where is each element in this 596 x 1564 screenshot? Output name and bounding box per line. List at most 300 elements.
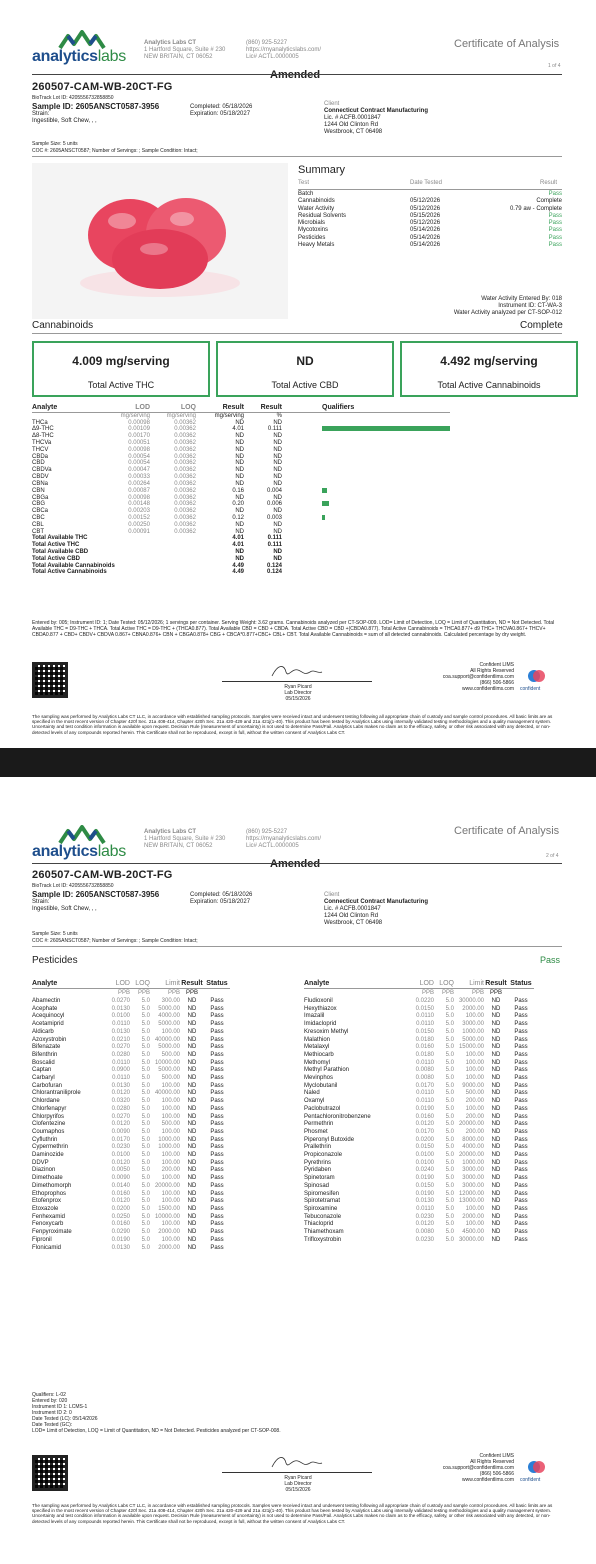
pesticide-row: [32, 1144, 230, 1152]
pest-result: ND: [187, 1013, 197, 1020]
cann-qualifier: [282, 420, 450, 427]
pest-result: ND: [187, 1152, 197, 1159]
cann-result-pct: ND: [273, 460, 282, 467]
pest-limit: 100.00: [161, 1221, 180, 1228]
lims-phone: (866) 506-5866: [479, 680, 514, 686]
pest-status: Pass: [514, 1075, 528, 1082]
cann-total-result: 4.01: [232, 535, 244, 542]
cann-analyte: Δ9-THC: [32, 426, 54, 433]
cann-loq: 0.00362: [174, 528, 196, 535]
client-address-1: 1244 Old Clinton Rd: [324, 122, 379, 128]
completed-date: Completed: 05/18/2026: [190, 892, 253, 898]
pest-lod: 0.0110: [416, 1090, 434, 1097]
pest-analyte: Dimethomorph: [32, 1182, 72, 1189]
pest-result: ND: [491, 1221, 501, 1228]
pest-header-result: Result: [485, 980, 507, 987]
pest-loq: 5.0: [141, 1021, 150, 1028]
pest-loq: 5.0: [141, 998, 150, 1004]
pest-limit: 2000.00: [158, 1244, 180, 1251]
pest-analyte: Spirotetramat: [304, 1198, 341, 1205]
pest-result: ND: [187, 1221, 197, 1228]
pest-analyte: Acephate: [32, 1005, 58, 1012]
pest-limit: 100.00: [161, 1113, 180, 1120]
lims-email[interactable]: coa.support@confidentlims.com: [442, 674, 514, 680]
pesticide-note-line: Instrument ID 1: LCMS-1: [32, 1404, 88, 1410]
cann-qualifier: [282, 454, 450, 461]
pest-result: ND: [187, 1229, 197, 1236]
lims-name: Confident LIMS: [479, 1453, 514, 1459]
lab-contact: [144, 829, 225, 850]
pest-analyte: Paclobutrazol: [304, 1105, 341, 1112]
cann-loq: 0.00362: [174, 419, 196, 426]
pest-loq: 5.0: [445, 1121, 454, 1128]
pest-analyte: Cyfluthrin: [32, 1136, 58, 1143]
pest-unit-result: PPB: [180, 989, 204, 999]
pest-lod: 0.0170: [111, 1136, 130, 1143]
pest-status: Pass: [514, 1059, 528, 1066]
pest-status: Pass: [210, 1244, 224, 1251]
pest-analyte: Prallethrin: [304, 1144, 332, 1151]
lims-block: [420, 1453, 514, 1483]
pest-limit: 500.00: [161, 1051, 180, 1058]
pest-limit: 20000.00: [458, 1152, 484, 1159]
total-active-cannabinoids-value: 4.492 mg/serving: [440, 354, 538, 368]
signer-block: [268, 684, 328, 702]
pesticides-status: Pass: [540, 955, 561, 965]
pest-analyte: Spiroxamine: [304, 1205, 338, 1212]
pest-lod: 0.0150: [415, 1144, 434, 1151]
pest-result: ND: [187, 1144, 197, 1151]
rule: [298, 189, 562, 190]
cann-loq: 0.00362: [174, 446, 196, 453]
cann-total-pct: ND: [273, 555, 282, 562]
pest-loq: 5.0: [141, 1144, 150, 1151]
pest-status: Pass: [210, 1190, 224, 1197]
pest-analyte: Acequinocyl: [32, 1013, 65, 1020]
summary-row: [298, 220, 562, 227]
pest-unit-result: PPB: [484, 989, 508, 999]
pest-analyte: Daminozide: [32, 1152, 64, 1159]
pest-lod: 0.0110: [416, 1098, 434, 1105]
cann-lod: 0.00109: [128, 426, 150, 433]
cann-analyte: CBN: [32, 487, 45, 494]
pest-lod: 0.0090: [111, 1175, 130, 1182]
pest-limit: 20000.00: [458, 1121, 484, 1128]
pest-result: ND: [491, 1136, 501, 1143]
cann-result: ND: [235, 508, 244, 515]
logo-text-part1: analytics: [32, 843, 98, 860]
pest-loq: 5.0: [141, 1198, 150, 1205]
cannabinoid-total-row: [32, 569, 450, 576]
pesticide-row: [32, 1191, 230, 1199]
pest-lod: 0.0140: [111, 1182, 130, 1189]
pest-analyte: Etofenprox: [32, 1198, 62, 1205]
pest-loq: 5.0: [445, 1051, 454, 1058]
wa-line-1: Water Activity Entered By: 018: [481, 296, 562, 302]
pesticide-note-line: Date Tested (LC): 05/14/2026: [32, 1416, 98, 1422]
pesticide-row: [304, 1160, 534, 1168]
pest-loq: 5.0: [445, 1005, 454, 1012]
cann-analyte: CBNa: [32, 480, 49, 487]
cannabinoid-row: [32, 426, 450, 433]
pest-limit: 12000.00: [458, 1190, 484, 1197]
biotrack-id: BioTrack Lot ID: 4205556732858850: [32, 883, 114, 889]
cann-analyte: CBDa: [32, 453, 49, 460]
cann-result: ND: [235, 440, 244, 447]
pesticide-row: [32, 1175, 230, 1183]
cann-loq: 0.00362: [174, 521, 196, 528]
pest-header-analyte: Analyte: [32, 980, 58, 987]
pest-status: Pass: [210, 1005, 224, 1012]
pest-status: Pass: [210, 1098, 224, 1105]
pest-result: ND: [491, 1213, 501, 1220]
cann-loq: 0.00362: [174, 474, 196, 481]
pest-analyte: Metalaxyl: [304, 1044, 330, 1051]
pest-loq: 5.0: [141, 1128, 150, 1135]
pest-loq: 5.0: [445, 1036, 454, 1043]
pest-lod: 0.0080: [415, 1067, 434, 1074]
cann-total-result: 4.49: [232, 562, 244, 569]
pesticide-note-line: Entered by: 020: [32, 1398, 68, 1404]
cann-analyte: CBGa: [32, 494, 49, 501]
pest-result: ND: [187, 1036, 197, 1043]
pest-status: Pass: [210, 1075, 224, 1082]
pest-header-status: Status: [206, 980, 228, 987]
pest-lod: 0.0080: [415, 1229, 434, 1236]
cann-level-bar: [322, 488, 327, 493]
pest-analyte: Carbofuran: [32, 1082, 63, 1089]
pesticide-row: [304, 1037, 534, 1045]
pest-loq: 5.0: [445, 1205, 454, 1212]
pest-result: ND: [491, 1182, 501, 1189]
pest-result: ND: [187, 1205, 197, 1212]
summary-test: Mycotoxins: [298, 227, 329, 234]
sample-size: Sample Size: 5 units: [32, 141, 78, 147]
pesticide-row: [32, 1052, 230, 1060]
pest-result: ND: [491, 1159, 501, 1166]
pest-limit: 9000.00: [462, 1082, 484, 1089]
pest-analyte: Coumaphos: [32, 1128, 65, 1135]
pest-result: ND: [187, 1198, 197, 1205]
cann-result-pct: 0.006: [266, 501, 282, 508]
total-active-thc-value: 4.009 mg/serving: [72, 354, 170, 368]
pest-limit: 4000.00: [462, 1144, 484, 1151]
pest-limit: 100.00: [465, 1221, 484, 1228]
pesticide-row: [32, 1160, 230, 1168]
pest-analyte: Methyl Parathion: [304, 1067, 350, 1074]
rule: [32, 946, 562, 947]
pest-loq: 5.0: [141, 1098, 150, 1105]
cann-qualifier: [282, 495, 450, 502]
pest-status: Pass: [210, 1028, 224, 1035]
cann-lod: 0.00250: [128, 521, 150, 528]
pest-limit: 3000.00: [462, 1182, 484, 1189]
pest-result: ND: [187, 1059, 197, 1066]
cann-unit-loq: mg/serving: [166, 412, 196, 419]
lims-website[interactable]: www.confidentlims.com: [462, 686, 514, 692]
lims-email[interactable]: coa.support@confidentlims.com: [442, 1465, 514, 1471]
pest-analyte: Piperonyl Butoxide: [304, 1136, 355, 1143]
pest-status: Pass: [514, 1021, 528, 1028]
pest-unit-limit: PPB: [150, 989, 180, 999]
pest-analyte: Spinosad: [304, 1182, 330, 1189]
pest-result: ND: [491, 1236, 501, 1243]
pest-lod: 0.0270: [111, 998, 130, 1004]
lims-website[interactable]: www.confidentlims.com: [462, 1477, 514, 1483]
cann-lod: 0.00054: [128, 453, 150, 460]
pest-lod: 0.0120: [111, 1198, 130, 1205]
cann-total-pct: 0.111: [267, 542, 282, 549]
pest-limit: 100.00: [465, 1205, 484, 1212]
pesticide-row: [32, 1075, 230, 1083]
pesticide-row: [32, 1013, 230, 1021]
pest-limit: 2000.00: [158, 1229, 180, 1236]
pesticide-row: [32, 1137, 230, 1145]
cannabinoid-row: [32, 420, 450, 427]
pest-analyte: Pentachloronitrobenzene: [304, 1113, 371, 1120]
pest-lod: 0.0100: [415, 1159, 434, 1166]
pest-loq: 5.0: [445, 1159, 454, 1166]
summary-test: Cannabinoids: [298, 198, 335, 205]
qr-code-icon[interactable]: [32, 1455, 68, 1491]
pest-lod: 0.0280: [111, 1105, 130, 1112]
cann-analyte: CBD: [32, 460, 45, 467]
pest-lod: 0.0270: [111, 1044, 130, 1051]
pesticide-row: [304, 1021, 534, 1029]
cann-loq: 0.00362: [174, 494, 196, 501]
header-rule: [32, 863, 562, 864]
pest-loq: 5.0: [445, 1098, 454, 1105]
pest-loq: 5.0: [445, 1075, 454, 1082]
cann-qualifier: [282, 488, 450, 495]
pesticide-row: [304, 1198, 534, 1206]
pest-limit: 2000.00: [462, 1005, 484, 1012]
cann-total-label: Total Available CBD: [32, 549, 89, 556]
pest-loq: 5.0: [445, 1128, 454, 1135]
pest-lod: 0.0290: [111, 1229, 130, 1236]
pest-status: Pass: [514, 1144, 528, 1151]
pesticide-row: [304, 1060, 534, 1068]
cann-result-pct: 0.111: [267, 426, 282, 433]
cann-qualifier: [282, 433, 450, 440]
pest-lod: 0.0120: [111, 1090, 130, 1097]
pest-status: Pass: [210, 1036, 224, 1043]
pesticide-row: [304, 1121, 534, 1129]
pest-limit: 2000.00: [462, 1213, 484, 1220]
pest-status: Pass: [514, 1152, 528, 1159]
pest-limit: 100.00: [161, 1236, 180, 1243]
lab-license: Lic# ACTL.0000005: [246, 54, 299, 60]
lims-rights: All Rights Reserved: [470, 1459, 514, 1465]
pesticide-row: [32, 1098, 230, 1106]
pest-status: Pass: [514, 1213, 528, 1220]
pest-analyte: Fenpyroximate: [32, 1229, 72, 1236]
pest-result: ND: [187, 998, 197, 1004]
cann-lod: 0.00148: [128, 501, 150, 508]
pesticide-row: [32, 1167, 230, 1175]
summary-test: Microbials: [298, 220, 326, 227]
pest-lod: 0.0080: [415, 1075, 434, 1082]
pest-analyte: Chlorpyrifos: [32, 1113, 65, 1120]
pest-limit: 200.00: [161, 1167, 180, 1174]
pest-limit: 1000.00: [158, 1136, 180, 1143]
cann-level-bar: [322, 501, 329, 506]
pest-limit: 100.00: [465, 1105, 484, 1112]
pest-lod: 0.0120: [415, 1221, 434, 1228]
pest-lod: 0.0180: [415, 1051, 434, 1058]
cann-total-label: Total Active CBD: [32, 555, 81, 562]
pest-status: Pass: [514, 1198, 528, 1205]
cann-loq: 0.00362: [174, 460, 196, 467]
pest-lod: 0.0900: [111, 1067, 130, 1074]
pesticide-row: [32, 1067, 230, 1075]
pest-result: ND: [187, 1113, 197, 1120]
pesticide-row: [32, 998, 230, 1006]
summary-date: 05/12/2026: [410, 220, 441, 227]
pest-loq: 5.0: [445, 1190, 454, 1197]
cannabinoid-total-row: [32, 549, 450, 556]
cann-result-pct: ND: [273, 453, 282, 460]
lab-website[interactable]: https://myanalyticslabs.com/: [246, 836, 322, 842]
pest-limit: 1000.00: [462, 1159, 484, 1166]
sample-size: Sample Size: 5 units: [32, 931, 78, 937]
pest-analyte: Permethrin: [304, 1121, 334, 1128]
pest-result: ND: [187, 1159, 197, 1166]
pesticide-row: [304, 1152, 534, 1160]
pest-lod: 0.0200: [415, 1136, 434, 1143]
cann-result: ND: [235, 453, 244, 460]
pest-analyte: Tebuconazole: [304, 1213, 342, 1220]
pest-status: Pass: [514, 1121, 528, 1128]
pesticide-row: [304, 1044, 534, 1052]
client-license: Lic. # ACFB.0001847: [324, 906, 381, 912]
pest-status: Pass: [210, 1152, 224, 1159]
pest-status: Pass: [514, 1113, 528, 1120]
cannabinoid-row: [32, 460, 450, 467]
cann-loq: 0.00362: [174, 433, 196, 440]
pest-status: Pass: [210, 1198, 224, 1205]
pest-limit: 3000.00: [462, 1175, 484, 1182]
pest-loq: 5.0: [141, 1005, 150, 1012]
pesticide-row: [32, 1006, 230, 1014]
pest-limit: 20000.00: [154, 1182, 180, 1189]
cann-result: ND: [235, 433, 244, 440]
pest-loq: 5.0: [141, 1082, 150, 1089]
pesticide-row: [304, 1098, 534, 1106]
pest-lod: 0.0220: [415, 998, 434, 1004]
qr-code-icon[interactable]: [32, 662, 68, 698]
client-label: Client: [324, 101, 340, 107]
pest-status: Pass: [514, 1221, 528, 1228]
pest-loq: 5.0: [445, 1136, 454, 1143]
total-active-cbd-label: Total Active CBD: [271, 380, 339, 390]
lab-website[interactable]: https://myanalyticslabs.com/: [246, 47, 322, 53]
pest-loq: 5.0: [141, 1013, 150, 1020]
summary-test: Batch: [298, 191, 314, 197]
summary-result: Pass: [548, 191, 562, 197]
pest-lod: 0.0110: [112, 1075, 130, 1082]
pest-limit: 100.00: [161, 1198, 180, 1205]
pest-limit: 300.00: [161, 998, 180, 1004]
pest-loq: 5.0: [141, 1244, 150, 1251]
summary-date: 05/14/2026: [410, 227, 441, 234]
pesticide-row: [304, 1052, 534, 1060]
cann-result-pct: ND: [273, 474, 282, 481]
pest-lod: 0.0160: [415, 1113, 434, 1120]
pest-result: ND: [491, 1113, 501, 1120]
pest-analyte: Thiamethoxam: [304, 1229, 344, 1236]
pesticide-note-line: Instrument ID 2: 0: [32, 1410, 72, 1416]
cannabinoid-row: [32, 440, 450, 447]
pest-result: ND: [187, 1244, 197, 1251]
pest-lod: 0.0200: [111, 1205, 130, 1212]
pest-result: ND: [491, 1036, 501, 1043]
pest-loq: 5.0: [445, 998, 454, 1004]
coa-page-2: [0, 777, 596, 1564]
pest-limit: 4000.00: [158, 1013, 180, 1020]
pest-limit: 100.00: [161, 1082, 180, 1089]
pest-lod: 0.0130: [111, 1244, 130, 1251]
summary-table: [298, 191, 562, 249]
cannabinoid-row: [32, 447, 450, 454]
lab-logo-text: [32, 843, 126, 861]
pesticide-row: [304, 1106, 534, 1114]
pest-lod: 0.0160: [111, 1221, 130, 1228]
wa-line-2: Instrument ID: CT-WA-3: [498, 303, 562, 309]
pest-limit: 500.00: [161, 1075, 180, 1082]
pest-result: ND: [187, 1082, 197, 1089]
pest-loq: 5.0: [141, 1175, 150, 1182]
cann-loq: 0.00362: [174, 487, 196, 494]
cannabinoid-notes: Entered by: 005; Instrument ID: 1; Date Tested: 05/12/2026; 1 servings per container. Serving Weight: 3.62 grams. Cannabinoids analyzed per CT-SOP-009. LOD= Limit of Detection, LOQ = Limit of Quantitation, ND = Not Detected. Total Available THC = D9-THC + THCA. Total Active THC = D9-THC + (THCA0.877). Total Available CBD = CBD + CBDA. Total Active CBD = CBD +(CBDA0.877). Total Active Cannabinoids = THCA0.877+ d9 THC+ THCVA0.867+ THCV+ CBDA0.877 + CBD+ CBDV+ CBDVA 0.867+ CBNA0.876+ CBN + CBGA0.878+ CBG + CBCA*0.877+CBC+ CBL+ CBT. Total Available Cannabinoids = sum of all detected cannabinoids. Calculated percentage by dry weight.: [32, 620, 555, 638]
cann-header-loq: LOQ: [180, 404, 196, 411]
pest-lod: 0.0090: [111, 1128, 130, 1135]
pest-loq: 5.0: [445, 1067, 454, 1074]
pest-status: Pass: [210, 1136, 224, 1143]
confident-brand: confident: [520, 686, 541, 692]
pest-limit: 5000.00: [158, 1005, 180, 1012]
pest-result: ND: [187, 1236, 197, 1243]
pesticide-row: [32, 1037, 230, 1045]
pest-lod: 0.0100: [415, 1152, 434, 1159]
pest-lod: 0.0110: [112, 1059, 130, 1066]
cann-header-result-pct: Result: [260, 404, 282, 411]
pesticide-row: [32, 1229, 230, 1237]
logo-text-part2: labs: [97, 843, 126, 860]
pest-limit: 13000.00: [458, 1198, 484, 1205]
pesticide-row: [304, 1175, 534, 1183]
cannabinoid-row: [32, 522, 450, 529]
pest-lod: 0.0280: [111, 1051, 130, 1058]
pesticide-row: [32, 1237, 230, 1245]
pest-analyte: Bifenazate: [32, 1044, 61, 1051]
pest-result: ND: [187, 1167, 197, 1174]
cann-analyte: THCa: [32, 419, 48, 426]
pest-status: Pass: [210, 1128, 224, 1135]
pest-result: ND: [491, 998, 501, 1004]
cann-result-pct: ND: [273, 508, 282, 515]
pest-limit: 3000.00: [462, 1167, 484, 1174]
lims-block: [420, 662, 514, 692]
signature-line: [222, 1451, 372, 1473]
pest-loq: 5.0: [141, 1190, 150, 1197]
pest-limit: 200.00: [465, 1113, 484, 1120]
pest-limit: 100.00: [161, 1105, 180, 1112]
lims-phone: (866) 506-5866: [479, 1471, 514, 1477]
pest-result: ND: [491, 1198, 501, 1205]
client-address-2: Westbrook, CT 06498: [324, 920, 383, 926]
cann-lod: 0.00098: [128, 446, 150, 453]
